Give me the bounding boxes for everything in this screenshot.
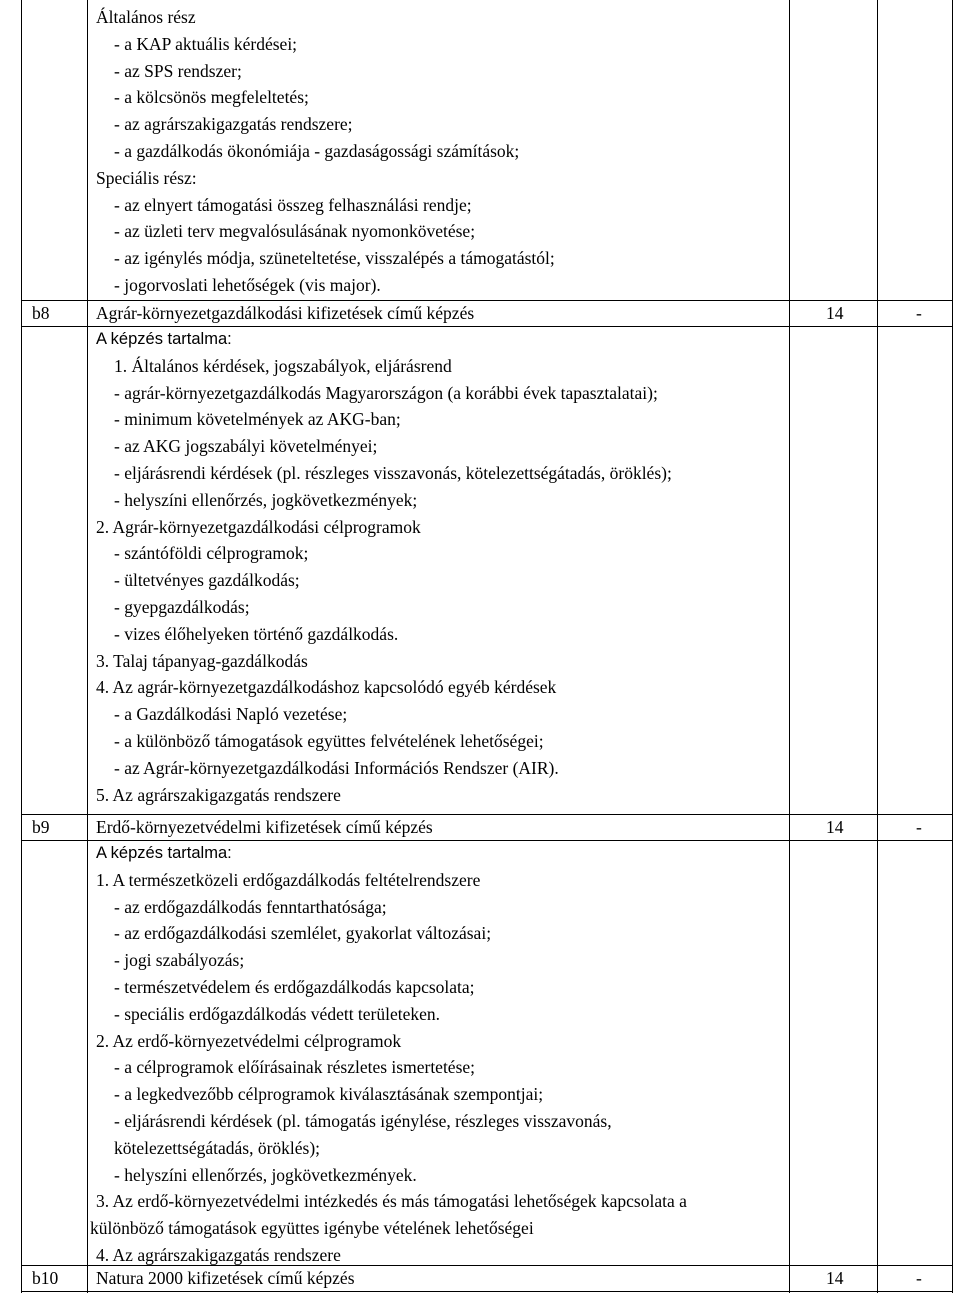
section-hours: 14	[826, 817, 844, 837]
content-line	[0, 540, 960, 566]
content-line-text: 1. A természetközeli erdőgazdálkodás feltételrendszere	[96, 869, 481, 890]
content-line-text: - természetvédelem és erdőgazdálkodás kapcsolata;	[114, 977, 475, 997]
content-line-text: - agrár-környezetgazdálkodás Magyarországon (a korábbi évek tapasztalatai);	[114, 382, 658, 403]
section-code: b10	[32, 1268, 59, 1288]
section-code: b9	[32, 817, 50, 837]
section-title: Erdő-környezetvédelmi kifizetések című képzés	[96, 817, 433, 837]
content-line	[0, 840, 960, 866]
content-line	[0, 974, 960, 1000]
content-line-text: 3. Az erdő-környezetvédelmi intézkedés és más támogatási lehetőségek kapcsolata a	[96, 1191, 687, 1212]
content-line-text: A képzés tartalma:	[96, 844, 232, 862]
content-line-text: - a KAP aktuális kérdései;	[114, 33, 298, 54]
content-line-text: - a különböző támogatások együttes felvételének lehetőségei;	[114, 731, 544, 751]
content-line	[0, 433, 960, 459]
content-line	[0, 1135, 960, 1161]
content-line-text: - gyepgazdálkodás;	[114, 597, 250, 617]
content-line-text: különböző támogatások együttes igénybe vételének lehetőségei	[90, 1218, 534, 1239]
content-line	[0, 192, 960, 218]
content-line-text: 3. Talaj tápanyag-gazdálkodás	[96, 650, 308, 671]
content-line-text: 4. Az agrár-környezetgazdálkodáshoz kapcsolódó egyéb kérdések	[96, 677, 557, 698]
content-line	[0, 218, 960, 244]
content-line-text: 2. Agrár-környezetgazdálkodási célprogramok	[96, 516, 421, 537]
content-line-text: - a legkedvezőbb célprogramok kiválasztásának szempontjai;	[114, 1084, 544, 1105]
section-credit: -	[916, 1268, 922, 1288]
content-line-text: - ültetvényes gazdálkodás;	[114, 570, 300, 591]
content-line-text: - vizes élőhelyeken történő gazdálkodás.	[114, 623, 399, 644]
section-header-row	[0, 814, 960, 840]
content-line	[0, 326, 960, 352]
section-hours: 14	[826, 303, 844, 323]
content-line-text: - helyszíni ellenőrzés, jogkövetkezmények;	[114, 489, 418, 510]
content-line	[0, 1108, 960, 1134]
content-line-text: - a gazdálkodás ökonómiája - gazdaságossági számítások;	[114, 141, 520, 161]
content-line-text: A képzés tartalma:	[96, 330, 232, 348]
content-line-text: Speciális rész:	[96, 167, 197, 188]
content-line-text: - az erdőgazdálkodási szemlélet, gyakorlat változásai;	[114, 923, 492, 944]
content-line-text: - eljárásrendi kérdések (pl. részleges visszavonás, kötelezettségátadás, öröklés);	[114, 463, 672, 483]
content-line	[0, 514, 960, 540]
section-code: b8	[32, 303, 50, 323]
content-line-text: Általános rész	[96, 7, 196, 27]
content-line	[0, 4, 960, 30]
content-line	[0, 1188, 960, 1214]
content-line	[0, 1054, 960, 1080]
content-line	[0, 460, 960, 486]
content-line-text: - az SPS rendszer;	[114, 60, 242, 81]
section-title: Natura 2000 kifizetések című képzés	[96, 1268, 355, 1288]
section-credit: -	[916, 303, 922, 323]
content-line	[0, 138, 960, 164]
content-line	[0, 648, 960, 674]
content-line-text: - jogorvoslati lehetőségek (vis major).	[114, 275, 381, 295]
content-line-text: - a célprogramok előírásainak részletes ismertetése;	[114, 1057, 476, 1078]
content-line	[0, 272, 960, 298]
content-line	[0, 245, 960, 271]
content-line	[0, 84, 960, 110]
content-line	[0, 1028, 960, 1054]
content-line	[0, 867, 960, 893]
content-line-text: - jogi szabályozás;	[114, 950, 245, 971]
content-line-text: - szántóföldi célprogramok;	[114, 543, 309, 564]
content-line-text: - a kölcsönös megfeleltetés;	[114, 87, 309, 108]
content-line	[0, 920, 960, 946]
content-line-text: - az AKG jogszabályi követelményei;	[114, 436, 378, 457]
content-line-text: - az erdőgazdálkodás fenntarthatósága;	[114, 896, 387, 917]
content-line	[0, 380, 960, 406]
content-line	[0, 594, 960, 620]
content-line	[0, 947, 960, 973]
section-title: Agrár-környezetgazdálkodási kifizetések című képzés	[96, 303, 475, 323]
section-hours: 14	[826, 1268, 844, 1288]
content-line-text: 4. Az agrárszakigazgatás rendszere	[96, 1245, 341, 1265]
content-line-text: - helyszíni ellenőrzés, jogkövetkezmények.	[114, 1164, 417, 1185]
content-line	[0, 1215, 960, 1241]
content-line	[0, 1001, 960, 1027]
content-line-text: - az üzleti terv megvalósulásának nyomonkövetése;	[114, 221, 476, 242]
content-line-text: 1. Általános kérdések, jogszabályok, eljárásrend	[114, 355, 452, 376]
content-line	[0, 406, 960, 432]
section-credit: -	[916, 817, 922, 837]
content-line	[0, 487, 960, 513]
content-line	[0, 567, 960, 593]
content-line	[0, 621, 960, 647]
content-line-text: - az elnyert támogatási összeg felhasználási rendje;	[114, 194, 472, 215]
content-line-text: - speciális erdőgazdálkodás védett területeken.	[114, 1003, 441, 1024]
content-line	[0, 894, 960, 920]
content-line-text: - eljárásrendi kérdések (pl. támogatás igénylése, részleges visszavonás,	[114, 1111, 612, 1131]
section-header-row	[0, 300, 960, 326]
content-line	[0, 674, 960, 700]
content-line-text: 5. Az agrárszakigazgatás rendszere	[96, 784, 341, 805]
content-line-text: 2. Az erdő-környezetvédelmi célprogramok	[96, 1030, 402, 1051]
content-line	[0, 1162, 960, 1188]
section-header-row	[0, 1265, 960, 1291]
content-line	[0, 782, 960, 808]
content-line	[0, 31, 960, 57]
content-line	[0, 58, 960, 84]
content-line	[0, 728, 960, 754]
content-line	[0, 755, 960, 781]
content-line	[0, 701, 960, 727]
table-border-bottom	[21, 1291, 953, 1292]
content-line-text: kötelezettségátadás, öröklés);	[114, 1137, 321, 1158]
content-line	[0, 165, 960, 191]
content-line-text: - a Gazdálkodási Napló vezetése;	[114, 704, 348, 725]
content-line	[0, 111, 960, 137]
content-line	[0, 1081, 960, 1107]
content-line	[0, 353, 960, 379]
content-line-text: - minimum követelmények az AKG-ban;	[114, 409, 401, 430]
content-line-text: - az agrárszakigazgatás rendszere;	[114, 114, 353, 135]
content-line-text: - az Agrár-környezetgazdálkodási Információs Rendszer (AIR).	[114, 757, 559, 778]
content-line-text: - az igénylés módja, szüneteltetése, visszalépés a támogatástól;	[114, 248, 555, 269]
